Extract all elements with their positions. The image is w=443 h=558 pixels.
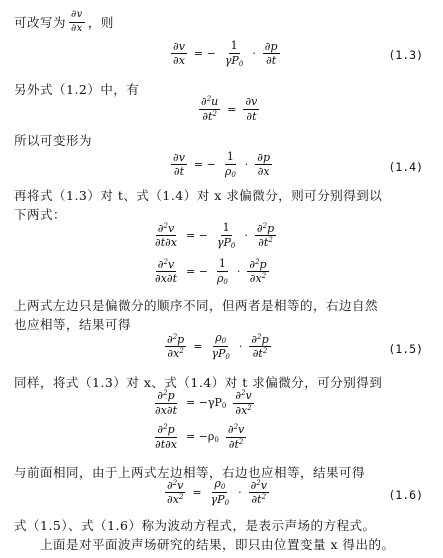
text-line-8: 同样，将式（1.3）对 x、式（1.4）对 t 求偏微分，可分别得到: [14, 375, 383, 390]
text-line-1: [14, 10, 114, 34]
equation-mixed-2: $\frac{\partial^2v}{\partial x\partial t}$ = − $\frac{1}{\rho_0}$ · $\frac{\partial^2p}{\partial x^2}$: [155, 257, 267, 286]
text-l1-b: ，则: [87, 15, 114, 30]
text-line-6: 上两式左边只是偏微分的顺序不同，但两者是相等的，右边自然: [14, 298, 379, 313]
text-line-11: 上面是对平面波声场研究的结果，即只由位置变量 x 得出的。: [40, 537, 395, 552]
text-line-7: 也应相等，结果可得: [14, 317, 132, 332]
equation-mixed-1: $\frac{\partial^2v}{\partial t\partial x}$ = − $\frac{1}{\gamma P_0}$ · $\frac{\partial^2p}{\partial t^2}$: [155, 221, 275, 250]
text-line-9: 与前面相同，由于上两式左边相等，右边也应相等，结果可得: [14, 465, 366, 480]
equation-1-5: $\frac{\partial^2p}{\partial x^2}$ = $\frac{\rho_0}{\gamma P_0}$ · $\frac{\partial^2p}{\partial t^2}$: [167, 331, 269, 362]
inline-fraction: $\frac{\partial v}{\partial x}$: [71, 9, 83, 34]
text-line-3: 所以可变形为: [14, 133, 93, 148]
equation-mixed-4: $\frac{\partial^2p}{\partial t\partial x}$ = $-\rho_0$ $\frac{\partial^2v}{\partial t^2}$: [155, 423, 245, 451]
equation-1-3: $\frac{\partial v}{\partial x}$ = − $\frac{1}{\gamma P_0}$ · $\frac{\partial p}{\partial t}$: [173, 39, 278, 68]
equation-number-1-3: (1.3): [388, 48, 423, 62]
text-line-10: 式（1.5）、式（1.6）称为波动方程式，是表示声场的方程式。: [14, 518, 376, 533]
equation-mixed-3: $\frac{\partial^2p}{\partial x\partial t}$ = $-\gamma P_0$ $\frac{\partial^2v}{\partial x^2}$: [155, 389, 252, 417]
text-line-5: 下两式：: [14, 207, 67, 222]
equation-1-4: $\frac{\partial v}{\partial t}$ = − $\frac{1}{\rho_0}$ · $\frac{\partial p}{\partial x}$: [173, 150, 271, 179]
equation-intermediate: $\frac{\partial^2u}{\partial t^2}$ = $\frac{\partial v}{\partial t}$: [201, 95, 258, 123]
equation-1-6: $\frac{\partial^2v}{\partial x^2}$ = $\frac{\rho_0}{\gamma P_0}$ · $\frac{\partial^2v}{\partial t^2}$: [167, 477, 267, 508]
text-line-4: 再将式（1.3）对 t、式（1.4）对 x 求偏微分，则可分别得到以: [14, 188, 383, 203]
equation-number-1-5: (1.5): [388, 342, 423, 356]
text-line-2: 另外式（1.2）中，有: [14, 82, 140, 97]
equation-number-1-6: (1.6): [388, 488, 423, 502]
text-l1-a: 可改写为: [14, 15, 67, 30]
equation-number-1-4: (1.4): [388, 160, 423, 174]
